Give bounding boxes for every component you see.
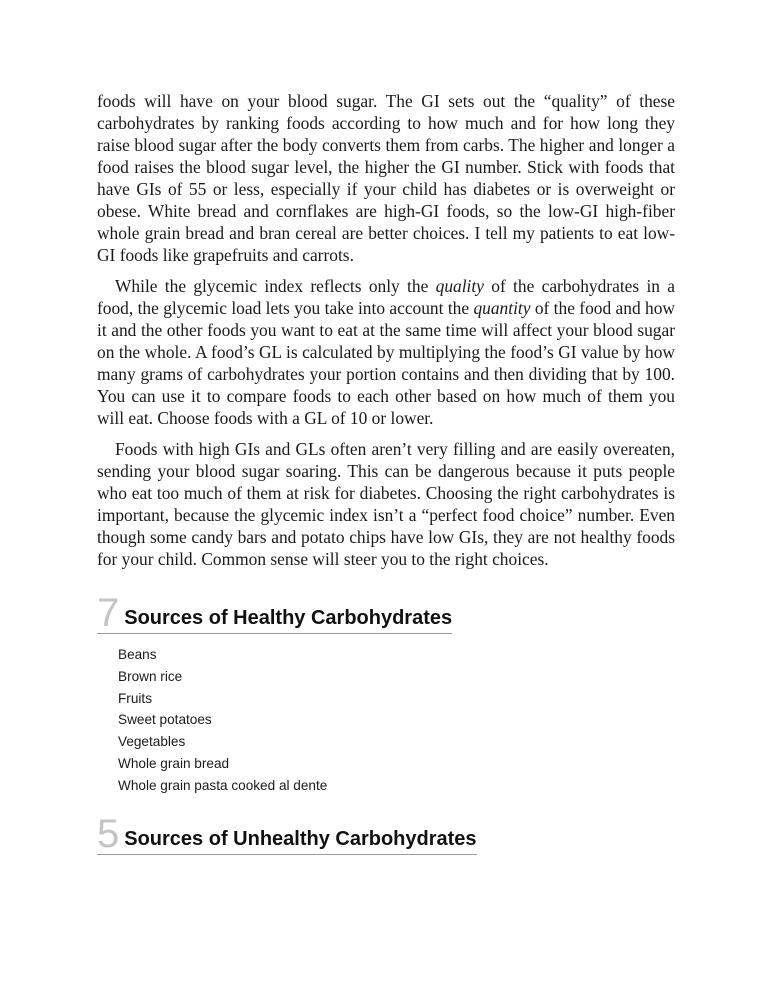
- list-item: Sweet potatoes: [118, 712, 212, 728]
- list-item: Whole grain pasta cooked al dente: [118, 777, 328, 793]
- section-title: Sources of Healthy Carbohydrates: [124, 607, 453, 629]
- paragraph-high-gi-foods: Foods with high GIs and GLs often aren’t very filling and are easily overeaten, sending your blood sugar soaring. This can be dangerous because it puts people who eat too much of them at risk for diabetes. Choosing the right carbohydrates is important, because the glycemic index isn’t a “perfect food choice” number. Even though some candy bars and potato chips have low GIs, they are not healthy foods for your child. Common sense will steer you to the right choices.: [97, 439, 675, 569]
- list-item: Beans: [118, 647, 157, 662]
- section-number: 5: [97, 811, 119, 856]
- healthy-carbs-list: [118, 644, 675, 797]
- page-content: [97, 90, 675, 855]
- emphasis-quantity: quantity: [473, 298, 531, 318]
- paragraph-text: of the food and how it and the other foods you want to eat at the same time will affect your blood sugar on the whole. A food’s GL is calculated by multiplying the food’s GI value by how many grams of carbohydrates your portion contains and then dividing that by 100. You can use it to compare foods to each other based on how much of them you will eat. Choose foods with a GL of 10 or lower.: [97, 298, 675, 428]
- paragraph-text: of the carbohydrates in a food, the glycemic load lets you take into account the: [97, 276, 675, 318]
- section-heading: [97, 811, 477, 856]
- paragraph-gi-quality: foods will have on your blood sugar. The GI sets out the “quality” of these carbohydrates by ranking foods according to how much and for how long they raise blood sugar after the body converts them from carbs. The higher and longer a food raises the blood sugar level, the higher the GI number. Stick with foods that have GIs of 55 or less, especially if your child has diabetes or is overweight or obese. White bread and cornflakes are high-GI foods, so the low-GI high-fiber whole grain bread and bran cereal are better choices. I tell my patients to eat low-GI foods like grapefruits and carrots.: [97, 91, 675, 265]
- section-number: 7: [97, 591, 119, 635]
- list-item: Vegetables: [118, 734, 186, 750]
- section-title: Sources of Unhealthy Carbohydrates: [124, 827, 477, 850]
- list-item: Fruits: [118, 690, 152, 706]
- list-item: Brown rice: [118, 668, 183, 684]
- section-unhealthy-carbohydrates: [97, 811, 675, 856]
- list-item: Whole grain bread: [118, 755, 230, 771]
- section-healthy-carbohydrates: [97, 591, 675, 797]
- paragraph-text: While the glycemic index reflects only the: [115, 276, 436, 296]
- section-heading: [97, 591, 453, 635]
- emphasis-quality: quality: [435, 276, 484, 296]
- paragraph-glycemic-load: [97, 275, 675, 429]
